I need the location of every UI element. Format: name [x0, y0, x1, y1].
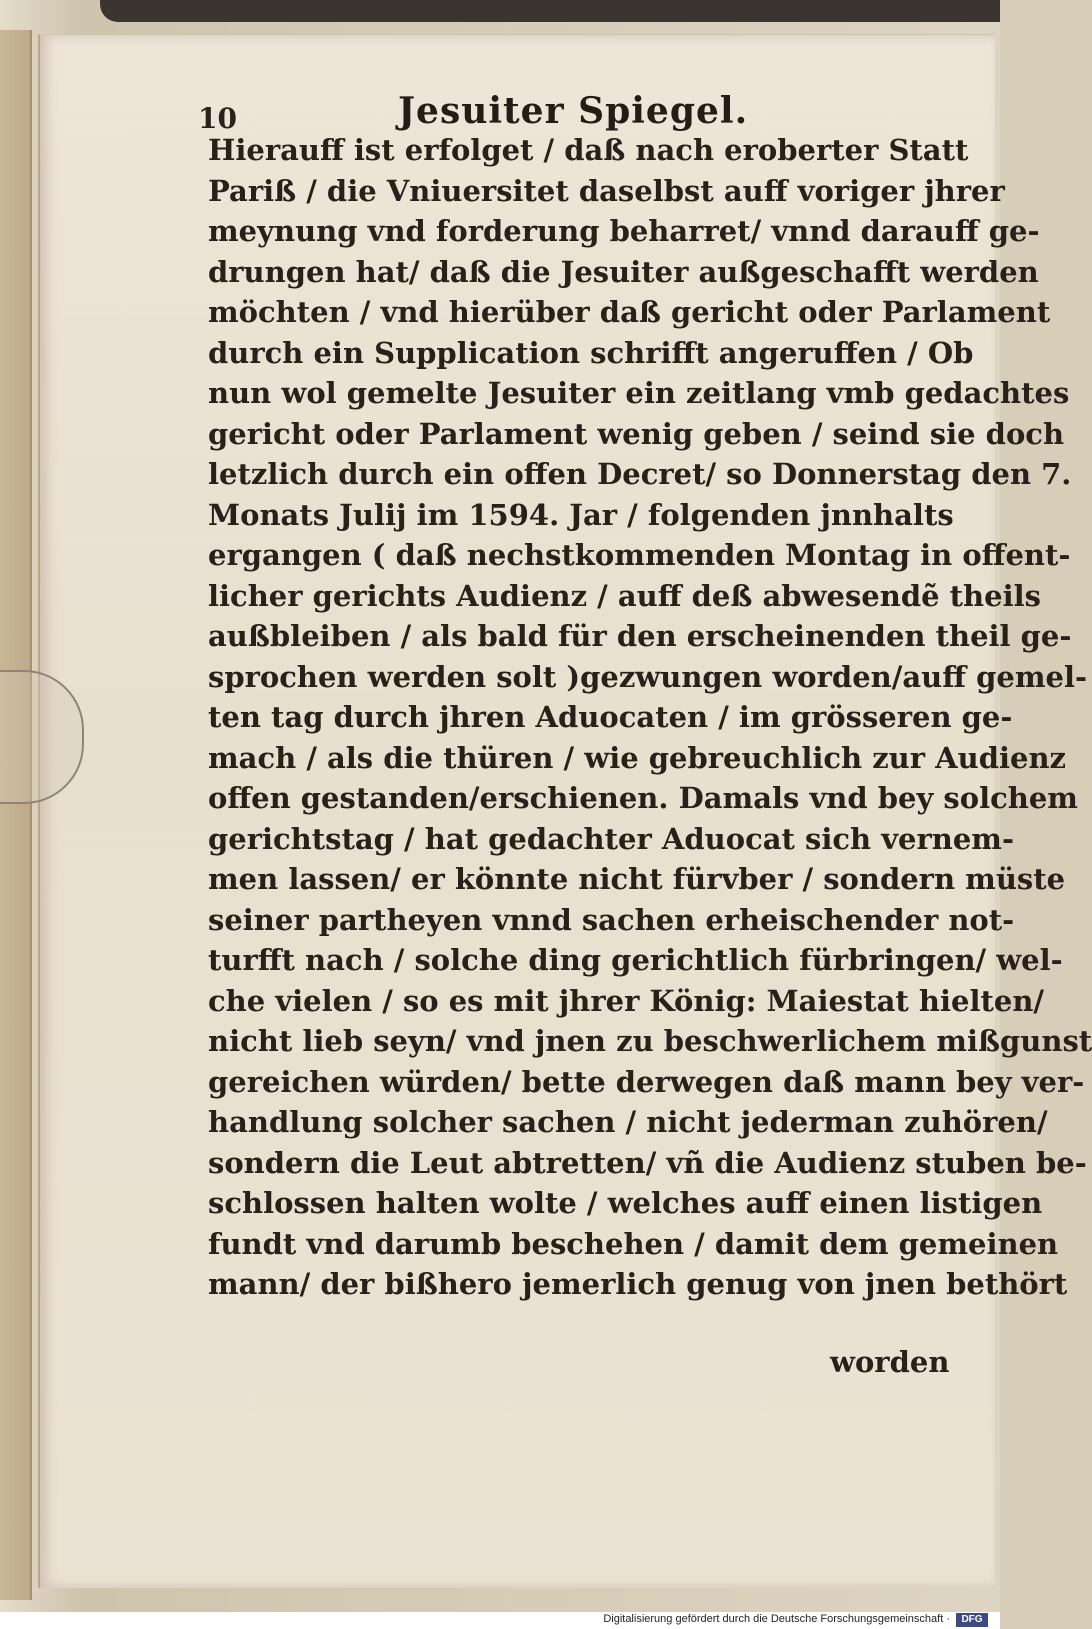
scanner-edge: [100, 0, 1000, 22]
text-line: mach / als die thüren / wie gebreuchlich zur Audienz: [208, 740, 1067, 775]
text-line: nicht lieb seyn/ vnd jnen zu beschwerlichem mißgunst: [208, 1024, 1092, 1058]
text-line: drungen hat/ daß die Jesuiter außgeschafft werden: [208, 254, 1039, 289]
text-line: che vielen / so es mit jhrer König: Maiestat hielten/: [208, 983, 1045, 1018]
text-line: sprochen werden solt )gezwungen worden/auff gemel-: [208, 659, 1088, 694]
text-line: mann/ der bißhero jemerlich genug von jnen bethört: [208, 1267, 1068, 1301]
text-line: turfft nach / solche ding gerichtlich fürbringen/ wel-: [208, 943, 1063, 977]
text-line: Pariß / die Vniuersitet daselbst auff voriger jhrer: [208, 173, 1005, 208]
text-line: möchten / vnd hierüber daß gericht oder Parlament: [208, 295, 1051, 329]
text-line: Monats Julij im 1594. Jar / folgenden jnnhalts: [208, 497, 954, 532]
text-line: gerichtstag / hat gedachter Aduocat sich vernem-: [208, 821, 1015, 856]
text-line: men lassen/ er könnte nicht fürvber / sondern müste: [208, 862, 1066, 896]
text-line: durch ein Supplication schrifft angeruffen / Ob: [208, 335, 974, 370]
catchword: worden: [830, 1345, 950, 1379]
text-line: Hierauff ist erfolget / daß nach eroberter Statt: [208, 133, 969, 167]
funding-credit: Digitalisierung gefördert durch die Deutsche Forschungsgemeinschaft ·: [603, 1613, 950, 1625]
text-line: handlung solcher sachen / nicht jederman zuhören/: [208, 1105, 1048, 1139]
text-line: letzlich durch ein offen Decret/ so Donnerstag den 7.: [208, 457, 1072, 491]
text-line: ergangen ( daß nechstkommenden Montag in offent-: [208, 538, 1071, 572]
text-line: außbleiben / als bald für den erscheinenden theil ge-: [208, 619, 1072, 653]
text-line: sondern die Leut abtretten/ vñ die Audienz stuben be-: [208, 1145, 1087, 1180]
running-head: Jesuiter Spiegel.: [398, 90, 749, 132]
page-number: 10: [198, 102, 237, 135]
text-line: gereichen würden/ bette derwegen daß mann bey ver-: [208, 1064, 1085, 1099]
dfg-logo-icon: DFG: [956, 1613, 988, 1627]
text-line: nun wol gemelte Jesuiter ein zeitlang vmb gedachtes: [208, 376, 1070, 410]
text-line: ten tag durch jhren Aduocaten / im grösseren ge-: [208, 700, 1013, 734]
text-line: gericht oder Parlament wenig geben / seind sie doch: [208, 416, 1065, 451]
text-line: schlossen halten wolte / welches auff einen listigen: [208, 1186, 1043, 1220]
text-line: fundt vnd darumb beschehen / damit dem gemeinen: [208, 1226, 1059, 1261]
text-line: offen gestanden/erschienen. Damals vnd bey solchem: [208, 781, 1078, 815]
text-line: licher gerichts Audienz / auff deß abwesendẽ theils: [208, 578, 1041, 613]
text-line: seiner partheyen vnnd sachen erheischender not-: [208, 902, 1015, 937]
book-binding-edge: [0, 30, 32, 1600]
body-text: [208, 130, 1092, 1305]
text-line: meynung vnd forderung beharret/ vnnd darauff ge-: [208, 214, 1040, 248]
